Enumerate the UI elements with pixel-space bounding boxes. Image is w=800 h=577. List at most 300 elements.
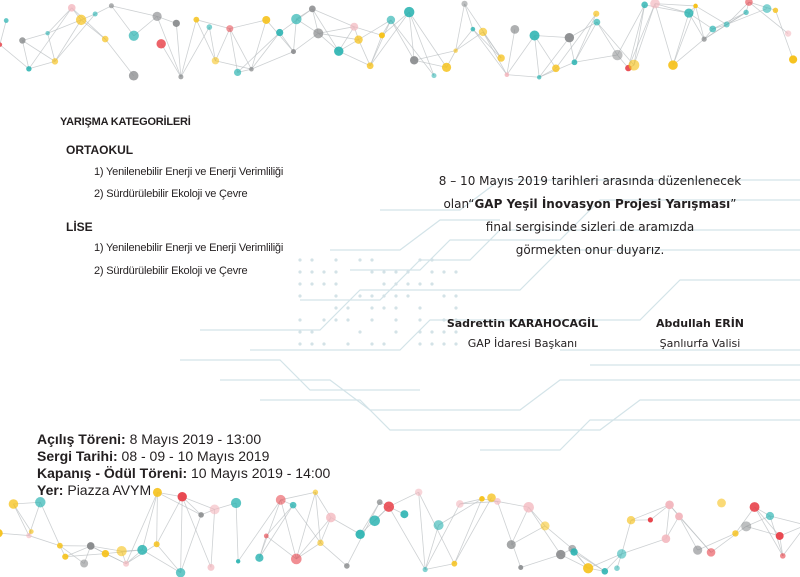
molecule-node (109, 3, 114, 8)
circuit-dot (454, 270, 457, 273)
molecule-node (102, 36, 109, 43)
molecule-node (789, 55, 797, 63)
molecule-node (614, 565, 620, 571)
molecule-bond (465, 4, 473, 29)
molecule-node (137, 545, 147, 555)
circuit-dot (310, 270, 313, 273)
molecule-bond (157, 497, 183, 544)
molecule-node (313, 490, 318, 495)
circuit-dot (370, 318, 373, 321)
circuit-dot (346, 318, 349, 321)
molecule-bond (425, 504, 460, 570)
molecule-bond (72, 8, 105, 39)
molecule-node (602, 568, 609, 575)
circuit-dot (334, 318, 337, 321)
molecule-bond (236, 503, 238, 561)
molecule-bond (181, 27, 209, 77)
molecule-bond (176, 23, 181, 77)
molecule-node (766, 512, 774, 520)
molecule-bond (473, 29, 501, 58)
molecule-node (665, 500, 674, 509)
molecule-bond (770, 516, 800, 525)
circuit-dot (418, 318, 421, 321)
molecule-bond (215, 29, 229, 61)
molecule-node (276, 29, 283, 36)
molecule-node (176, 568, 185, 577)
molecule-node (226, 25, 233, 32)
molecule-node (207, 564, 214, 571)
molecule-bond (196, 20, 215, 61)
molecule-bond (574, 55, 617, 62)
circuit-trace (180, 360, 420, 390)
molecule-node (693, 546, 702, 555)
molecule-node (497, 54, 504, 61)
molecule-node (570, 548, 577, 555)
molecule-node (249, 67, 254, 72)
molecule-bond (40, 502, 60, 545)
molecule-node (344, 563, 350, 569)
molecule-bond (507, 29, 515, 74)
molecule-bond (95, 6, 111, 14)
molecule-node (400, 510, 408, 518)
circuit-dot (346, 306, 349, 309)
molecule-node (556, 550, 565, 559)
molecule-node (129, 31, 139, 41)
circuit-dot (394, 306, 397, 309)
molecule-bond (511, 526, 545, 545)
molecule-node (523, 502, 534, 513)
molecule-bond (142, 550, 180, 573)
molecule-node (583, 563, 593, 573)
molecule-node (471, 27, 476, 32)
circuit-dot (310, 330, 313, 333)
molecule-node (593, 11, 599, 17)
molecule-node (153, 12, 162, 21)
molecule-bond (574, 14, 596, 63)
circuit-dot (382, 282, 385, 285)
molecule-node (442, 63, 451, 72)
molecule-bond (0, 21, 6, 45)
circuit-dot (358, 294, 361, 297)
molecule-node (355, 530, 364, 539)
category-item: 1) Yenilenebilir Enerji ve Enerji Verimliliği (94, 242, 284, 254)
molecule-node (494, 498, 501, 505)
molecule-bond (181, 515, 202, 573)
molecule-bond (483, 32, 507, 75)
molecule-node (785, 30, 791, 36)
molecule-bond (655, 4, 673, 66)
molecule-bond (382, 12, 409, 35)
category-item: 2) Sürdürülebilir Ekoloji ve Çevre (94, 188, 248, 200)
circuit-dot (370, 342, 373, 345)
event-closing-ceremony: Kapanış - Ödül Töreni: 10 Mayıs 2019 - 14:00 (37, 465, 331, 481)
circuit-dot (358, 330, 361, 333)
molecule-bond (312, 9, 354, 27)
circuit-dot (298, 258, 301, 261)
circuit-dot (298, 294, 301, 297)
molecule-node (129, 71, 139, 81)
molecule-bond (48, 8, 72, 33)
molecule-node (234, 69, 241, 76)
signatory-name: Abdullah ERİN (656, 317, 744, 330)
circuit-dot (382, 270, 385, 273)
molecule-bond (281, 492, 316, 500)
molecule-bond (628, 4, 655, 68)
molecule-node (173, 20, 180, 27)
molecule-node (62, 554, 68, 560)
molecule-bond (370, 20, 391, 66)
molecule-node (117, 546, 127, 556)
molecule-node (45, 31, 49, 35)
molecule-node (404, 7, 414, 17)
molecule-bond (535, 36, 570, 38)
competition-name: GAP Yeşil İnovasyon Projesi Yarışması (474, 197, 731, 211)
circuit-dot (442, 270, 445, 273)
molecule-bond (673, 13, 689, 65)
molecule-node (0, 529, 3, 537)
invitation-line-4: görmekten onur duyarız. (515, 243, 665, 257)
molecule-node (684, 8, 693, 17)
molecule-bond (454, 499, 482, 564)
circuit-dot (442, 294, 445, 297)
molecule-node (780, 553, 786, 559)
molecule-bond (196, 20, 229, 29)
molecule-node (123, 561, 129, 567)
molecule-band-top (0, 0, 797, 81)
molecule-node (291, 554, 302, 565)
molecule-node (387, 16, 395, 24)
molecule-bond (597, 22, 618, 55)
molecule-node (102, 550, 109, 557)
molecule-bond (0, 533, 29, 535)
molecule-node (198, 512, 204, 518)
molecule-bond (507, 36, 535, 75)
molecule-node (572, 59, 578, 65)
molecule-node (290, 502, 297, 509)
circuit-dot (310, 282, 313, 285)
molecule-node (19, 37, 25, 43)
molecule-node (724, 21, 730, 27)
molecule-node (456, 500, 464, 508)
molecule-bond (622, 520, 631, 554)
circuit-dot (418, 282, 421, 285)
molecule-node (52, 58, 58, 64)
molecule-node (410, 56, 418, 64)
molecule-node (750, 502, 760, 512)
molecule-node (641, 2, 648, 9)
group-title-lise: LİSE (66, 220, 93, 234)
molecule-node (648, 517, 653, 522)
category-item: 2) Sürdürülebilir Ekoloji ve Çevre (94, 265, 248, 277)
molecule-node (732, 530, 738, 536)
signatory (430, 314, 615, 354)
circuit-dot (298, 330, 301, 333)
molecule-bond (55, 14, 95, 61)
molecule-node (369, 515, 380, 526)
circuit-dot (454, 306, 457, 309)
category-item: 1) Yenilenebilir Enerji ve Enerji Verimliliği (94, 166, 284, 178)
molecule-node (255, 554, 263, 562)
circuit-dot (430, 270, 433, 273)
molecule-bond (755, 507, 780, 536)
molecule-node (156, 39, 165, 48)
molecule-node (628, 60, 639, 71)
molecule-bond (783, 525, 800, 556)
molecule-node (4, 18, 9, 23)
circuit-dot (322, 342, 325, 345)
molecule-bond (29, 8, 72, 69)
molecule-bond (293, 505, 320, 543)
molecule-bond (13, 504, 31, 532)
circuit-dot (454, 294, 457, 297)
molecule-node (423, 567, 428, 572)
molecule-node (702, 37, 707, 42)
molecule-node (80, 560, 88, 568)
molecule-bond (483, 32, 501, 58)
molecule-bond (529, 507, 561, 554)
molecule-node (153, 488, 162, 497)
molecule-node (207, 24, 213, 30)
signatory-role: Şanlıurfa Valisi (659, 337, 741, 350)
molecule-node (354, 35, 362, 43)
molecule-bond (456, 4, 465, 51)
molecule-node (309, 5, 316, 12)
molecule-node (291, 14, 301, 24)
circuit-dot (298, 318, 301, 321)
molecule-node (593, 19, 600, 26)
molecule-node (193, 17, 199, 23)
circuit-dot (418, 330, 421, 333)
molecule-bond (266, 536, 296, 559)
molecule-bond (414, 51, 455, 61)
molecule-node (326, 513, 336, 523)
molecule-node (262, 16, 270, 24)
circuit-dot (322, 318, 325, 321)
circuit-dot (370, 258, 373, 261)
invitation-line-1: 8 – 10 Mayıs 2019 tarihleri arasında düzenlenecek (438, 174, 742, 188)
molecule-node (76, 15, 86, 25)
circuit-dot (334, 306, 337, 309)
molecule-node (707, 548, 716, 557)
molecule-node (26, 66, 31, 71)
circuit-dot (358, 258, 361, 261)
signatory-name: Sadrettin KARAHOCAGİL (446, 317, 599, 330)
circuit-trace (480, 420, 800, 450)
event-exhibition-date: Sergi Tarihi: 08 - 09 - 10 Mayıs 2019 (37, 448, 270, 464)
molecule-bond (320, 543, 346, 566)
molecule-bond (296, 492, 315, 559)
molecule-bond (105, 39, 133, 76)
molecule-node (741, 521, 751, 531)
molecule-bond (157, 544, 181, 572)
molecule-bond (238, 500, 281, 561)
molecule-node (57, 543, 63, 549)
invitation-line-2: olan“GAP Yeşil İnovasyon Projesi Yarışması” (443, 197, 737, 211)
circuit-dot (334, 258, 337, 261)
circuit-dot (394, 282, 397, 285)
circuit-dot (430, 282, 433, 285)
molecule-node (552, 64, 560, 72)
molecule-node (776, 532, 784, 540)
molecule-node (367, 62, 374, 69)
molecule-bond (696, 6, 727, 25)
molecule-bond (497, 501, 520, 567)
circuit-dot (382, 342, 385, 345)
molecule-bond (181, 497, 183, 573)
circuit-trace (260, 400, 800, 430)
molecule-node (612, 50, 622, 60)
molecule-node (434, 520, 444, 530)
molecule-bond (29, 536, 60, 546)
circuit-dot (418, 342, 421, 345)
molecule-band-bottom (0, 488, 800, 577)
circuit-dot (370, 270, 373, 273)
molecule-node (693, 4, 698, 9)
molecule-node (313, 28, 323, 38)
signatory (625, 314, 775, 354)
molecule-node (231, 498, 241, 508)
molecule-node (93, 12, 98, 17)
molecule-bond (48, 20, 82, 33)
molecule-bond (456, 29, 473, 50)
molecule-node (432, 73, 437, 78)
circuit-trace (220, 380, 800, 410)
molecule-bond (251, 20, 266, 69)
molecule-bond (359, 40, 371, 66)
molecule-node (210, 505, 220, 515)
molecule-bond (749, 2, 776, 10)
molecule-node (773, 8, 778, 13)
circuit-dot (394, 294, 397, 297)
circuit-dot (298, 342, 301, 345)
molecule-node (709, 26, 716, 33)
circuit-dot (298, 282, 301, 285)
molecule-node (379, 32, 385, 38)
molecule-node (717, 499, 726, 508)
circuit-dot (370, 306, 373, 309)
signatory-role: GAP İdaresi Başkanı (467, 337, 578, 350)
molecule-node (178, 74, 183, 79)
molecule-bond (209, 27, 215, 61)
event-opening: Açılış Töreni: 8 Mayıs 2019 - 13:00 (37, 431, 262, 447)
categories-title: YARIŞMA KATEGORİLERİ (60, 116, 191, 128)
molecule-bond (511, 507, 528, 544)
group-title-ortaokul: ORTAOKUL (66, 143, 134, 157)
molecule-bond (711, 526, 746, 552)
molecule-node (479, 28, 487, 36)
circuit-dot (334, 282, 337, 285)
molecule-node (763, 4, 772, 13)
circuit-dot (298, 270, 301, 273)
molecule-bond (331, 517, 360, 534)
molecule-bond (713, 12, 746, 29)
molecule-node (384, 501, 394, 511)
circuit-dot (310, 342, 313, 345)
molecule-bond (161, 44, 181, 77)
molecule-bond (473, 29, 507, 75)
circuit-dot (322, 270, 325, 273)
circuit-dot (418, 306, 421, 309)
molecule-node (617, 549, 626, 558)
molecule-bond (521, 555, 561, 568)
molecule-bond (157, 492, 158, 544)
circuit-dot (382, 306, 385, 309)
molecule-node (350, 23, 358, 31)
molecule-node (518, 565, 523, 570)
molecule-node (537, 75, 541, 79)
molecule-node (377, 499, 383, 505)
molecule-node (264, 534, 269, 539)
molecule-bond (507, 75, 539, 78)
molecule-node (627, 516, 635, 524)
molecule-bond (22, 33, 47, 40)
molecule-node (178, 492, 187, 501)
molecule-node (461, 1, 467, 7)
molecule-node (530, 31, 540, 41)
molecule-node (236, 559, 240, 563)
molecule-bond (634, 5, 645, 65)
molecule-node (479, 496, 485, 502)
molecule-bond (425, 564, 454, 570)
molecule-node (510, 25, 519, 34)
molecule-node (9, 499, 19, 509)
molecule-bond (181, 20, 196, 77)
circuit-dot (334, 294, 337, 297)
molecule-bond (230, 20, 266, 29)
circuit-dot (310, 258, 313, 261)
circuit-dot (394, 270, 397, 273)
invitation-line-3: final sergisinde sizleri de aramızda (485, 220, 695, 234)
molecule-bond (13, 504, 28, 536)
circuit-dot (394, 318, 397, 321)
molecule-node (675, 512, 683, 520)
invitation-text (390, 170, 790, 262)
molecule-bond (339, 51, 370, 66)
molecule-node (453, 48, 457, 52)
molecule-node (451, 561, 457, 567)
circuit-dot (382, 294, 385, 297)
molecule-bond (29, 61, 55, 68)
molecule-node (68, 4, 76, 12)
molecule-node (87, 542, 95, 550)
molecule-node (212, 57, 219, 64)
molecule-node (662, 534, 671, 543)
molecule-node (541, 521, 550, 530)
circuit-dot (370, 294, 373, 297)
molecule-node (276, 495, 286, 505)
molecule-node (334, 46, 343, 55)
molecule-node (565, 33, 574, 42)
molecule-node (668, 60, 678, 70)
circuit-dot (322, 282, 325, 285)
molecule-bond (622, 539, 666, 554)
molecule-node (154, 541, 160, 547)
molecule-node (415, 489, 422, 496)
circuit-dot (334, 270, 337, 273)
molecule-node (291, 49, 296, 54)
molecule-bond (281, 500, 297, 559)
circuit-dot (394, 330, 397, 333)
circuit-dot (406, 270, 409, 273)
molecule-node (317, 540, 323, 546)
molecule-bond (296, 517, 331, 558)
molecule-bond (698, 533, 736, 550)
molecule-node (507, 540, 516, 549)
circuit-dot (406, 282, 409, 285)
molecule-bond (391, 20, 434, 76)
molecule-bond (211, 509, 215, 567)
molecule-node (29, 529, 34, 534)
